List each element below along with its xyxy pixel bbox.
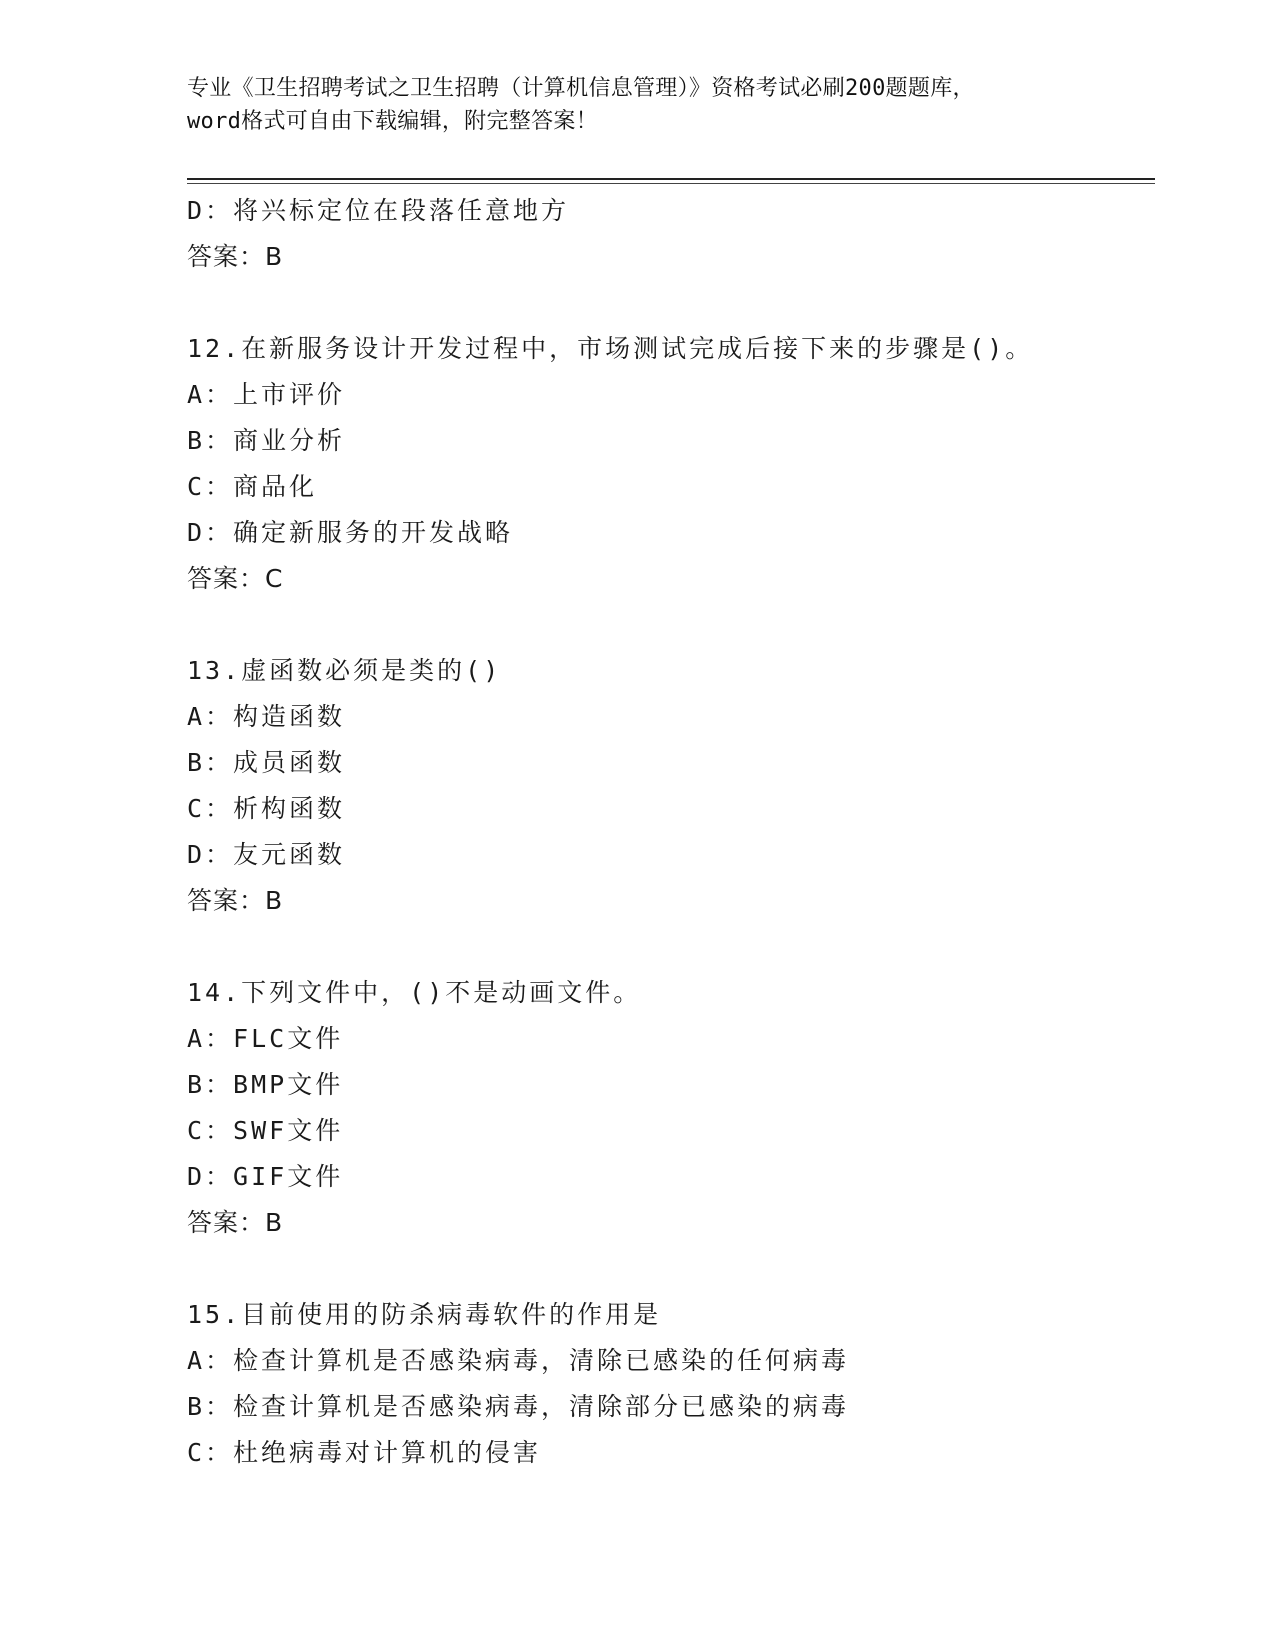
option-d: D：将兴标定位在段落任意地方 (187, 196, 570, 225)
question-11-tail (187, 188, 1147, 280)
option-c: C：商品化 (187, 472, 318, 501)
header-title-line-2: word格式可自由下载编辑，附完整答案！ (187, 109, 598, 134)
question-12 (187, 326, 1147, 602)
option-a: A：构造函数 (187, 702, 346, 731)
question-stem: 12.在新服务设计开发过程中，市场测试完成后接下来的步骤是()。 (187, 334, 1034, 363)
option-d: D：GIF文件 (187, 1162, 344, 1191)
question-list (187, 188, 1147, 1476)
question-15 (187, 1292, 1147, 1476)
answer-line: 答案：B (187, 886, 284, 915)
spacer (187, 280, 1147, 326)
answer-line: 答案：B (187, 242, 284, 271)
question-stem: 15.目前使用的防杀病毒软件的作用是 (187, 1300, 662, 1329)
spacer (187, 924, 1147, 970)
question-stem: 13.虚函数必须是类的() (187, 656, 502, 685)
header-divider-thin (187, 183, 1155, 184)
option-c: C：杜绝病毒对计算机的侵害 (187, 1438, 542, 1467)
option-a: A：检查计算机是否感染病毒，清除已感染的任何病毒 (187, 1346, 850, 1375)
answer-line: 答案：B (187, 1208, 284, 1237)
header-divider-thick (187, 178, 1155, 180)
option-b: B：商业分析 (187, 426, 346, 455)
option-b: B：检查计算机是否感染病毒，清除部分已感染的病毒 (187, 1392, 850, 1421)
option-c: C：析构函数 (187, 794, 346, 823)
option-b: B：成员函数 (187, 748, 346, 777)
option-a: A：上市评价 (187, 380, 346, 409)
option-d: D：确定新服务的开发战略 (187, 518, 514, 547)
header-title-line-1: 专业《卫生招聘考试之卫生招聘（计算机信息管理）》资格考试必刷200题题库， (187, 76, 975, 101)
document-header (187, 72, 1087, 138)
option-d: D：友元函数 (187, 840, 346, 869)
question-13 (187, 648, 1147, 924)
question-14 (187, 970, 1147, 1246)
option-c: C：SWF文件 (187, 1116, 344, 1145)
spacer (187, 1246, 1147, 1292)
question-stem: 14.下列文件中，()不是动画文件。 (187, 978, 642, 1007)
option-b: B：BMP文件 (187, 1070, 344, 1099)
option-a: A：FLC文件 (187, 1024, 344, 1053)
spacer (187, 602, 1147, 648)
answer-line: 答案：C (187, 564, 284, 593)
